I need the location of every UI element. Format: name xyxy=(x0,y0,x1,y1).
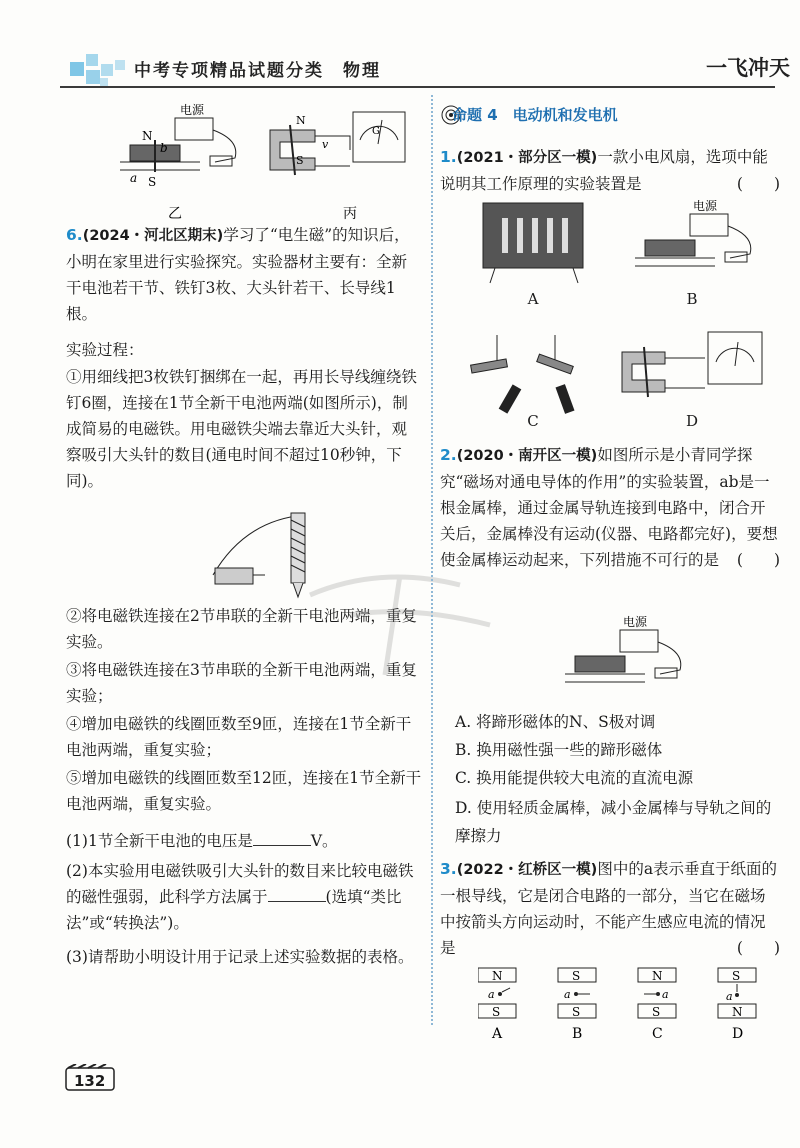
svg-text:G: G xyxy=(372,126,380,137)
svg-text:a: a xyxy=(726,990,733,1003)
svg-text:a: a xyxy=(488,988,495,1001)
svg-text:a: a xyxy=(564,988,571,1001)
header-title: 中考专项精品试题分类 物理 xyxy=(134,61,381,81)
q6-source: (2024・河北区期末) xyxy=(82,228,224,244)
q1-option-d[interactable]: D xyxy=(685,412,699,430)
q6-stem: 6.(2024・河北区期末)学习了“电生磁”的知识后，小明在家里进行实验探究。实验器材主要有：全新干电池若干节、铁钉3枚、大头针若干、长导线1根。 xyxy=(66,226,410,323)
column-divider xyxy=(431,95,433,1025)
svg-text:N: N xyxy=(296,114,306,127)
figure-yi-bing xyxy=(110,100,440,220)
svg-text:电源: 电源 xyxy=(623,615,648,629)
q6-step-2: ②将电磁铁连接在2节串联的全新干电池两端，重复实验。 xyxy=(66,607,417,651)
q6-step-5: ⑤增加电磁铁的线圈匝数至12匝，连接在1节全新干电池两端，重复实验。 xyxy=(66,769,422,813)
q2-choice-b[interactable]: B. 换用磁性强一些的蹄形磁体 xyxy=(455,741,663,759)
svg-text:N: N xyxy=(652,969,663,983)
caption-bing: 丙 xyxy=(343,206,357,220)
answer-blank-2[interactable] xyxy=(268,887,326,902)
caption-yi: 乙 xyxy=(168,206,182,220)
q1-option-c[interactable]: C xyxy=(527,412,539,430)
svg-text:S: S xyxy=(652,1005,661,1019)
q2-choice-a[interactable]: A. 将蹄形磁体的N、S极对调 xyxy=(455,713,656,731)
svg-text:b: b xyxy=(160,141,168,155)
q2-choice-d[interactable]: D. 使用轻质金属棒，减小金属棒与导轨之间的摩擦力 xyxy=(455,799,772,845)
q6-process-title: 实验过程： xyxy=(66,341,144,359)
header-brand: 一飞冲天 xyxy=(706,56,790,80)
topic-heading: 命题 4 电动机和发电机 xyxy=(452,106,618,124)
svg-text:D: D xyxy=(732,1026,744,1042)
q2-answer-bracket[interactable]: ( ) xyxy=(736,551,780,569)
q1-stem: 1.(2021・部分区一模)一款小电风扇，选项中能说明其工作原理的实验装置是 ( ) xyxy=(440,144,780,197)
watermark-logo xyxy=(290,555,550,695)
q3-stem: 3.(2022・红桥区一模)图中的a表示垂直于纸面的一根导线，它是闭合电路的一部分，当它在磁场中按箭头方向运动时，不能产生感应电流的情况是 ( ) xyxy=(440,856,780,961)
q1-option-b[interactable]: B xyxy=(686,290,698,308)
panel-d xyxy=(718,968,756,1042)
page-header xyxy=(0,40,800,90)
svg-text:a: a xyxy=(130,171,138,185)
svg-text:A: A xyxy=(492,1026,503,1042)
header-rule xyxy=(60,86,775,88)
svg-text:C: C xyxy=(652,1026,663,1042)
svg-text:B: B xyxy=(572,1026,583,1042)
q6-number: 6. xyxy=(66,226,83,244)
q6-step-4: ④增加电磁铁的线圈匝数至9匝，连接在1节全新干电池两端，重复实验； xyxy=(66,715,412,759)
svg-text:a: a xyxy=(662,988,669,1001)
page-number: 132 xyxy=(74,1072,106,1090)
svg-text:S: S xyxy=(572,969,581,983)
svg-text:S: S xyxy=(572,1005,581,1019)
q1-option-b-figure xyxy=(625,200,765,285)
q1-option-d-figure xyxy=(620,322,770,412)
panel-c xyxy=(638,968,676,1042)
q3-answer-bracket[interactable]: ( ) xyxy=(736,939,780,957)
svg-text:N: N xyxy=(492,969,503,983)
q6-sub-2: (2)本实验用电磁铁吸引大头针的数目来比较电磁铁的磁性强弱，此科学方法属于 (选填“类比法”或“转换法”)。 xyxy=(66,862,414,932)
svg-text:电源: 电源 xyxy=(693,200,718,213)
q2-choice-c[interactable]: C. 换用能提供较大电流的直流电源 xyxy=(455,769,694,787)
q6-step-3: ③将电磁铁连接在3节串联的全新干电池两端，重复实验； xyxy=(66,661,417,705)
panel-a xyxy=(478,968,516,1042)
svg-text:v: v xyxy=(322,138,329,151)
svg-text:N: N xyxy=(142,129,153,143)
q1-option-a[interactable]: A xyxy=(527,290,539,308)
svg-text:S: S xyxy=(296,154,304,167)
svg-text:S: S xyxy=(732,969,741,983)
power-label: 电源 xyxy=(180,103,205,117)
q2-figure xyxy=(555,612,695,702)
q1-answer-bracket[interactable]: ( ) xyxy=(736,175,780,193)
svg-text:S: S xyxy=(492,1005,501,1019)
q6-sub-3: (3)请帮助小明设计用于记录上述实验数据的表格。 xyxy=(66,948,414,966)
svg-text:S: S xyxy=(148,175,157,189)
q2-stem: 2.(2020・南开区一模)如图所示是小青同学探究“磁场对通电导体的作用”的实验装置，ab是一根金属棒，通过金属导轨连接到电路中，闭合开关后，金属棒没有运动(仪器、电路都完好)，要想使金属棒运动起来，下列措施不可行的是 ( ) xyxy=(440,442,780,573)
panel-b xyxy=(558,968,596,1042)
q1-option-c-figure xyxy=(465,330,595,415)
q3-magnet-panels xyxy=(478,966,778,1046)
q1-option-a-figure xyxy=(475,198,595,293)
svg-text:N: N xyxy=(732,1005,743,1019)
answer-blank-1[interactable] xyxy=(253,831,311,846)
q6-sub-1: (1)1节全新干电池的电压是 V。 xyxy=(66,832,338,850)
q6-step-1: ①用细线把3枚铁钉捆绑在一起，再用长导线缠绕铁钉6圈，连接在1节全新干电池两端(如图所示)，制成简易的电磁铁。用电磁铁尖端去靠近大头针，观察吸引大头针的数目(通电时间不超过10秒钟，下同)。 xyxy=(66,368,417,490)
